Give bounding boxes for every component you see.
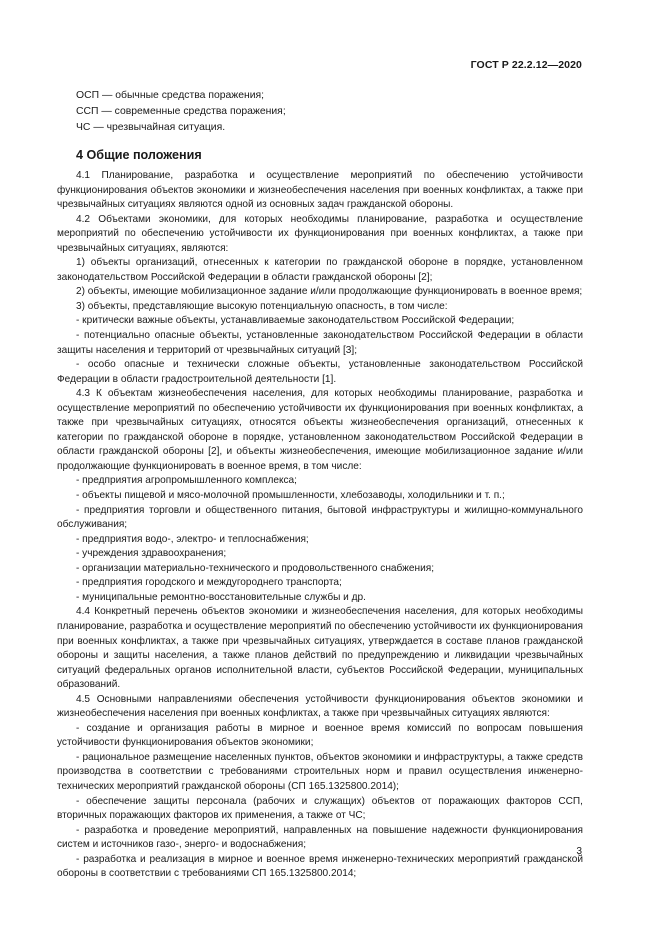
list-item: 1) объекты организаций, отнесенных к категории по гражданской обороне в порядке, установленном законодательством Российской Федерации в области гражданской обороны [2]; — [57, 257, 583, 283]
list-item: - особо опасные и технически сложные объекты, установленные законодательством Российской Федерации в области градостроительной деятельности [1]. — [57, 359, 583, 385]
list-item: - муниципальные ремонтно-восстановительные службы и др. — [76, 591, 366, 603]
standard-header: ГОСТ Р 22.2.12—2020 — [470, 59, 582, 71]
section-body — [57, 169, 583, 882]
paragraph: 4.4 Конкретный перечень объектов экономики и жизнеобеспечения населения, для которых необходимы планирование, разработка и осуществление мероприятий по обеспечению устойчивости их функционирования при военных конфликтах, а также при чрезвычайных ситуациях, утверждается в составе планов гражданской обороны и защиты населения, а также планов действий по предупреждению и ликвидации чрезвычайных ситуаций федеральных органов исполнительной власти, субъектов Российской Федерации, муниципальных образований. — [57, 606, 583, 691]
section-title: 4 Общие положения — [76, 148, 202, 162]
paragraph: 4.1 Планирование, разработка и осуществление мероприятий по обеспечению устойчивости функционирования объектов экономики и жизнеобеспечения населения при военных конфликтах, а также при чрезвычайных ситуациях являются одной из основных задач гражданской обороны. — [57, 170, 583, 211]
abbreviation-item: ССП — современные средства поражения; — [76, 106, 286, 118]
list-item: - обеспечение защиты персонала (рабочих и служащих) объектов от поражающих факторов ССП, вторичных поражающих факторов их применения, а также от ЧС; — [57, 795, 583, 822]
list-item: - разработка и проведение мероприятий, направленных на повышение надежности функционирования систем и источников газо-, энерго- и водоснабжения; — [57, 824, 583, 851]
abbreviation-item: ЧС — чрезвычайная ситуация. — [76, 122, 226, 134]
list-item: - предприятия агропромышленного комплекса; — [76, 475, 297, 487]
list-item: - предприятия городского и междугороднего транспорта; — [76, 577, 342, 589]
list-item: - объекты пищевой и мясо-молочной промышленности, хлебозаводы, холодильники и т. п.; — [76, 490, 505, 502]
list-item: - предприятия торговли и общественного питания, бытовой инфраструктуры и жилищно-коммунального обслуживания; — [57, 504, 583, 531]
list-item: - предприятия водо-, электро- и теплоснабжения; — [76, 533, 309, 545]
list-item: - рациональное размещение населенных пунктов, объектов экономики и инфраструктуры, а также средств производства в соответствии с требованиями строительных норм и правил осуществления инженерно-технических мероприятий гражданской обороны (СП 165.1325800.2014); — [57, 751, 583, 792]
list-item: - критически важные объекты, устанавливаемые законодательством Российской Федерации; — [76, 315, 515, 327]
abbreviations-list — [76, 88, 286, 137]
list-item: - разработка и реализация в мирное и военное время инженерно-технических мероприятий гражданской обороны в соответствии с требованиями СП 165.1325800.2014; — [57, 853, 583, 880]
abbreviation-item: ОСП — обычные средства поражения; — [76, 90, 265, 101]
list-item: - потенциально опасные объекты, установленные законодательством Российской Федерации в области защиты населения и территорий от чрезвычайных ситуаций [3]; — [57, 330, 583, 356]
paragraph: 4.2 Объектами экономики, для которых необходимы планирование, разработка и осуществление мероприятий по обеспечению устойчивости их функционирования при военных конфликтах, а также при чрезвычайных ситуациях, являются: — [57, 213, 583, 254]
list-item: - создание и организация работы в мирное и военное время комиссий по вопросам повышения устойчивости функционирования объектов экономики; — [57, 722, 583, 749]
paragraph: 4.5 Основными направлениями обеспечения устойчивости функционирования объектов экономики и жизнеобеспечения населения при военных конфликтах, а также при чрезвычайных ситуациях являются: — [57, 693, 583, 720]
list-item: - учреждения здравоохранения; — [76, 548, 227, 560]
list-item: 3) объекты, представляющие высокую потенциальную опасность, в том числе: — [76, 300, 448, 312]
list-item: - организации материально-технического и продовольственного снабжения; — [76, 562, 435, 574]
page-number: 3 — [576, 846, 582, 857]
paragraph: 4.3 К объектам жизнеобеспечения населения, для которых необходимы планирование, разработка и осуществление мероприятий по обеспечению устойчивости их функционирования при военных конфликтах, а также при чрезвычайных ситуациях, относятся объекты жизнеобеспечения организаций, отнесенных к категории по гражданской обороне в порядке, установленном законодательством Российской Федерации в области гражданской обороны [2], и объекты жизнеобеспечения, имеющие мобилизационное задание и/или продолжающие функционировать в военное время, в том числе: — [57, 388, 583, 472]
list-item: 2) объекты, имеющие мобилизационное задание и/или продолжающие функционировать в военное время; — [76, 286, 583, 298]
